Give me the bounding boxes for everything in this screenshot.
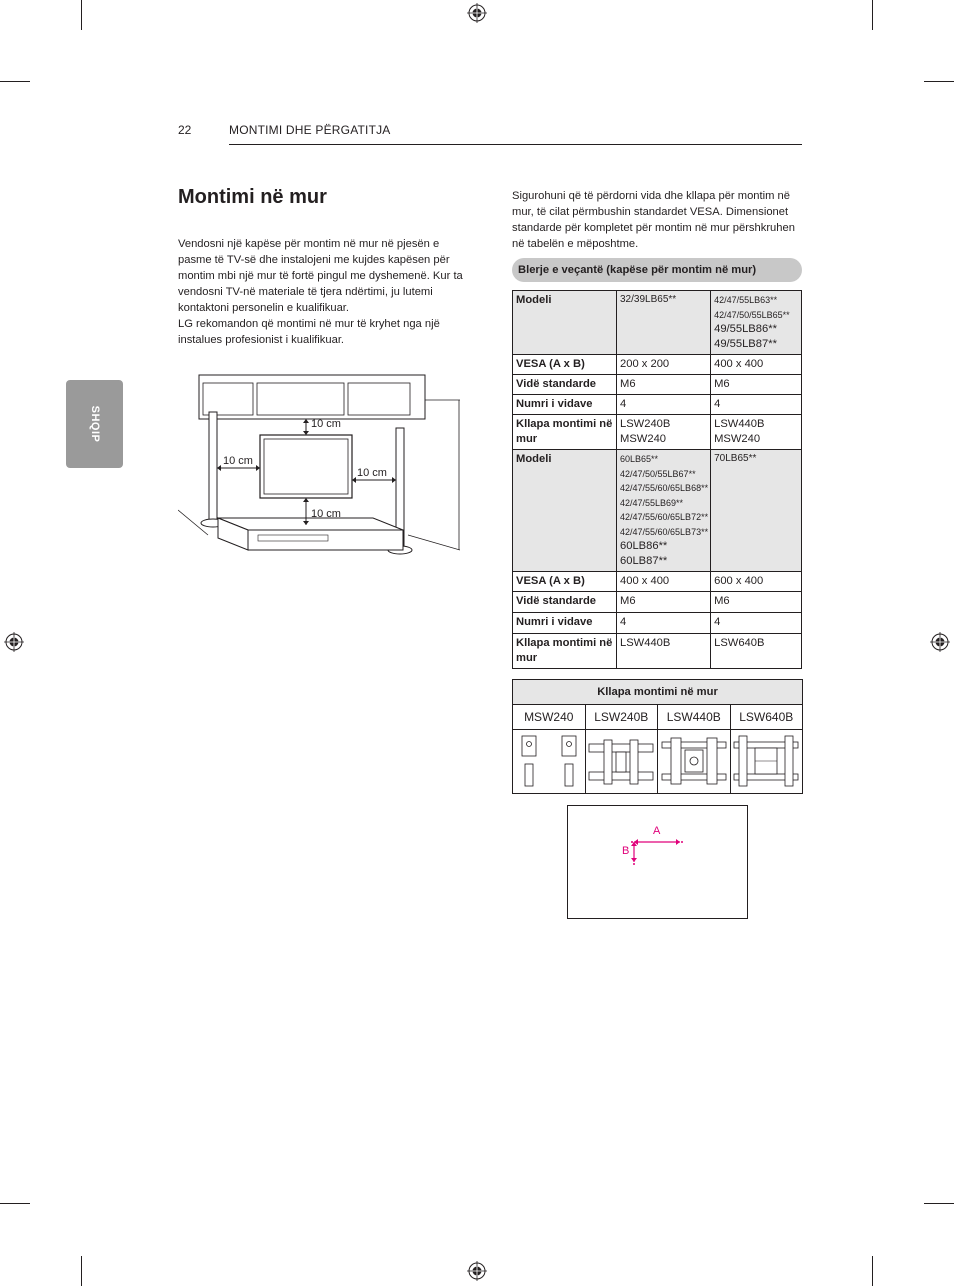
model-name: 70LB65**: [714, 453, 757, 464]
model-name: 42/47/55LB63**: [714, 295, 778, 305]
table-cell: 400 x 400: [711, 355, 802, 375]
wall-bracket-table: [512, 679, 803, 794]
bracket-name: LSW240B: [620, 418, 671, 430]
table-cell: [730, 730, 803, 794]
table-cell: M6: [617, 592, 711, 613]
bracket-name: MSW240: [513, 705, 586, 730]
bracket-name: LSW240B: [585, 705, 658, 730]
bracket-name: LSW640B: [730, 705, 803, 730]
table-cell: 4: [711, 395, 802, 415]
row-label: Vidë standarde: [513, 375, 617, 395]
model-name: 32/39LB65**: [620, 294, 677, 305]
row-label: VESA (A x B): [513, 355, 617, 375]
clearance-right-label: 10 cm: [357, 467, 387, 479]
intro-text: Sigurohuni që të përdorni vida dhe kllapa për montim në mur, të cilat përmbushin standardet VESA. Dimensionet standarde për kompletet për montim në mur përshkruhen në tabelën e mëposhtme.: [512, 190, 795, 250]
model-name: 60LB65**: [620, 454, 659, 464]
model-name: 42/47/50/55LB65**: [714, 309, 790, 320]
model-name: 60LB87**: [620, 555, 668, 567]
table-row: [513, 375, 802, 395]
table-row: [513, 730, 803, 794]
table-cell: LSW640B: [711, 634, 802, 669]
vesa-arrows-icon: [628, 836, 688, 866]
model-name: 60LB86**: [620, 540, 668, 552]
table-row: [513, 572, 802, 592]
page-title: Montimi në mur: [178, 186, 327, 208]
header-divider: [229, 144, 802, 145]
bracket-name: LSW440B: [714, 418, 765, 430]
table-row: [513, 680, 803, 705]
clearance-left-label: 10 cm: [223, 455, 253, 467]
msw240-bracket-icon: [514, 730, 584, 790]
bracket-name: MSW240: [714, 433, 761, 445]
model-name: 42/47/55LB69**: [620, 497, 684, 508]
registration-mark-icon: [467, 3, 487, 23]
row-label: Vidë standarde: [513, 592, 617, 613]
table-cell: 4: [617, 613, 711, 634]
row-label: Kllapa montimi në mur: [513, 415, 617, 450]
registration-mark-icon: [930, 632, 950, 652]
table-cell: [617, 415, 711, 450]
model-name: 49/55LB87**: [714, 338, 777, 350]
page-number: 22: [178, 123, 192, 137]
table-cell: 4: [711, 613, 802, 634]
registration-mark-icon: [4, 632, 24, 652]
table-cell: [617, 291, 711, 355]
crop-mark: [924, 81, 954, 82]
table-cell: [585, 730, 658, 794]
crop-mark: [81, 0, 82, 30]
section-title: MONTIMI DHE PËRGATITJA: [229, 123, 391, 137]
model-name: 42/47/55/60/65LB72**: [620, 512, 709, 522]
registration-mark-icon: [467, 1261, 487, 1281]
bracket-name: MSW240: [620, 433, 667, 445]
paragraph: LG rekomandon që montimi në mur të kryhet nga një instalues profesionist i kualifikuar.: [178, 318, 440, 346]
clearance-top-label: 10 cm: [311, 418, 341, 430]
lsw640b-bracket-icon: [731, 730, 801, 790]
language-tab: [66, 380, 123, 468]
table-cell: M6: [711, 592, 802, 613]
table-row: [513, 395, 802, 415]
crop-mark: [0, 81, 30, 82]
vesa-spec-table: [512, 290, 802, 669]
table-header: Kllapa montimi në mur: [513, 680, 803, 705]
row-label: Kllapa montimi në mur: [513, 634, 617, 669]
table-cell: [513, 730, 586, 794]
model-name: 49/55LB86**: [714, 323, 777, 335]
table-cell: LSW440B: [617, 634, 711, 669]
model-name: 42/47/55/60/65LB73**: [620, 526, 709, 537]
crop-mark: [872, 1256, 873, 1286]
lsw440b-bracket-icon: [659, 730, 729, 790]
table-row: [513, 634, 802, 669]
table-cell: 4: [617, 395, 711, 415]
table-row: [513, 450, 802, 572]
table-row: [513, 613, 802, 634]
row-label: Modeli: [513, 291, 617, 355]
language-tab-label: SHQIP: [88, 405, 101, 443]
crop-mark: [924, 1203, 954, 1204]
crop-mark: [81, 1256, 82, 1286]
table-cell: [711, 415, 802, 450]
table-cell: [711, 450, 802, 572]
table-cell: [711, 291, 802, 355]
table-cell: M6: [617, 375, 711, 395]
table-cell: [658, 730, 731, 794]
wall-mount-clearance-illustration: [178, 370, 460, 565]
separate-purchase-label: Blerje e veçantë (kapëse për montim në mur): [512, 258, 802, 282]
table-row: [513, 415, 802, 450]
table-row: [513, 592, 802, 613]
table-row: [513, 291, 802, 355]
row-label: Numri i vidave: [513, 613, 617, 634]
model-name: 42/47/50/55LB67**: [620, 468, 696, 479]
bracket-name: LSW440B: [658, 705, 731, 730]
row-label: Numri i vidave: [513, 395, 617, 415]
crop-mark: [0, 1203, 30, 1204]
table-row: [513, 705, 803, 730]
row-label: Modeli: [513, 450, 617, 572]
vesa-b-label: B: [622, 845, 630, 857]
row-label: VESA (A x B): [513, 572, 617, 592]
table-cell: 200 x 200: [617, 355, 711, 375]
model-name: 42/47/55/60/65LB68**: [620, 483, 709, 493]
table-cell: 600 x 400: [711, 572, 802, 592]
table-cell: M6: [711, 375, 802, 395]
crop-mark: [872, 0, 873, 30]
table-row: [513, 355, 802, 375]
clearance-bottom-label: 10 cm: [311, 508, 341, 520]
paragraph: Vendosni një kapëse për montim në mur në pjesën e pasme të TV-së dhe instalojeni me kujdes kapësen për montim mbi një mur të fortë pingul me dyshemenë. Kur ta vendosni TV-në materiale të tjera ndërtimi, ju lutemi kontaktoni personelin e kualifikuar.: [178, 238, 463, 314]
vesa-a-label: A: [653, 825, 661, 837]
lsw240b-bracket-icon: [586, 730, 656, 790]
body-text: [178, 236, 470, 348]
table-cell: [617, 450, 711, 572]
table-cell: 400 x 400: [617, 572, 711, 592]
